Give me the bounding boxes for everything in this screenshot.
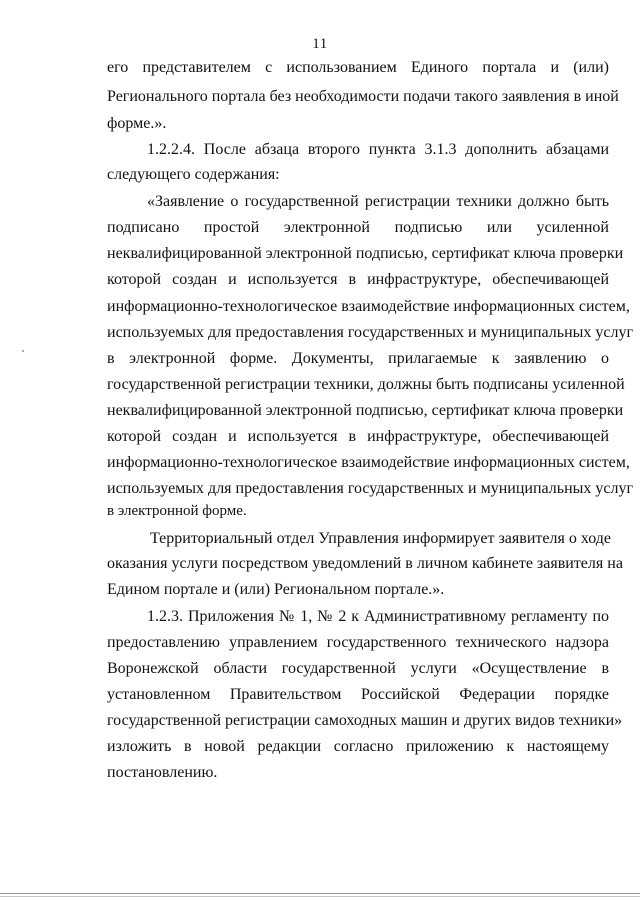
scan-speck bbox=[22, 350, 24, 352]
text-line: государственной регистрации самоходных машин и других видов техники» bbox=[107, 712, 623, 729]
scan-edge-line bbox=[0, 896, 640, 897]
text-line: Воронежской области государственной услуги «Осуществление в bbox=[107, 660, 609, 677]
text-line: изложить в новой редакции согласно приложению к настоящему bbox=[107, 738, 609, 755]
text-line: предоставлению управлением государственного технического надзора bbox=[107, 634, 609, 651]
text-line: подписано простой электронной подписью или усиленной bbox=[107, 219, 609, 236]
text-line: неквалифицированной электронной подписью, сертификат ключа проверки bbox=[107, 402, 624, 419]
text-line: «Заявление о государственной регистрации техники должно быть bbox=[147, 193, 609, 210]
text-line: информационно-технологическое взаимодействие информационных систем, bbox=[107, 298, 630, 315]
text-line: Территориальный отдел Управления информирует заявителя о ходе bbox=[150, 530, 611, 547]
text-line: оказания услуги посредством уведомлений в личном кабинете заявителя на bbox=[107, 555, 623, 572]
text-line: Регионального портала без необходимости подачи такого заявления в иной bbox=[107, 88, 619, 105]
text-line: используемых для предоставления государственных и муниципальных услуг bbox=[107, 324, 634, 341]
page-number: 11 bbox=[312, 36, 328, 52]
text-line: государственной регистрации техники, должны быть подписаны усиленной bbox=[107, 376, 625, 393]
text-line: которой создан и используется в инфраструктуре, обеспечивающей bbox=[107, 271, 609, 288]
text-line: 1.2.2.4. После абзаца второго пункта 3.1.3 дополнить абзацами bbox=[147, 141, 609, 158]
text-line: информационно-технологическое взаимодействие информационных систем, bbox=[107, 454, 630, 471]
text-line: которой создан и используется в инфраструктуре, обеспечивающей bbox=[107, 428, 609, 445]
text-line: неквалифицированной электронной подписью, сертификат ключа проверки bbox=[107, 245, 624, 262]
text-line: используемых для предоставления государственных и муниципальных услуг bbox=[107, 480, 634, 497]
scan-edge-line bbox=[0, 893, 640, 894]
text-line: в электронной форме. Документы, прилагаемые к заявлению о bbox=[107, 350, 609, 367]
text-line: Едином портале и (или) Региональном портале.». bbox=[107, 581, 445, 598]
text-line: форме.». bbox=[107, 115, 167, 132]
text-line: в электронной форме. bbox=[107, 503, 247, 519]
text-line: следующего содержания: bbox=[107, 166, 280, 183]
text-line: его представителем с использованием Единого портала и (или) bbox=[107, 59, 609, 76]
text-line: постановлению. bbox=[107, 764, 218, 781]
text-line: 1.2.3. Приложения № 1, № 2 к Административному регламенту по bbox=[147, 608, 609, 625]
text-line: установленном Правительством Российской Федерации порядке bbox=[107, 686, 609, 703]
